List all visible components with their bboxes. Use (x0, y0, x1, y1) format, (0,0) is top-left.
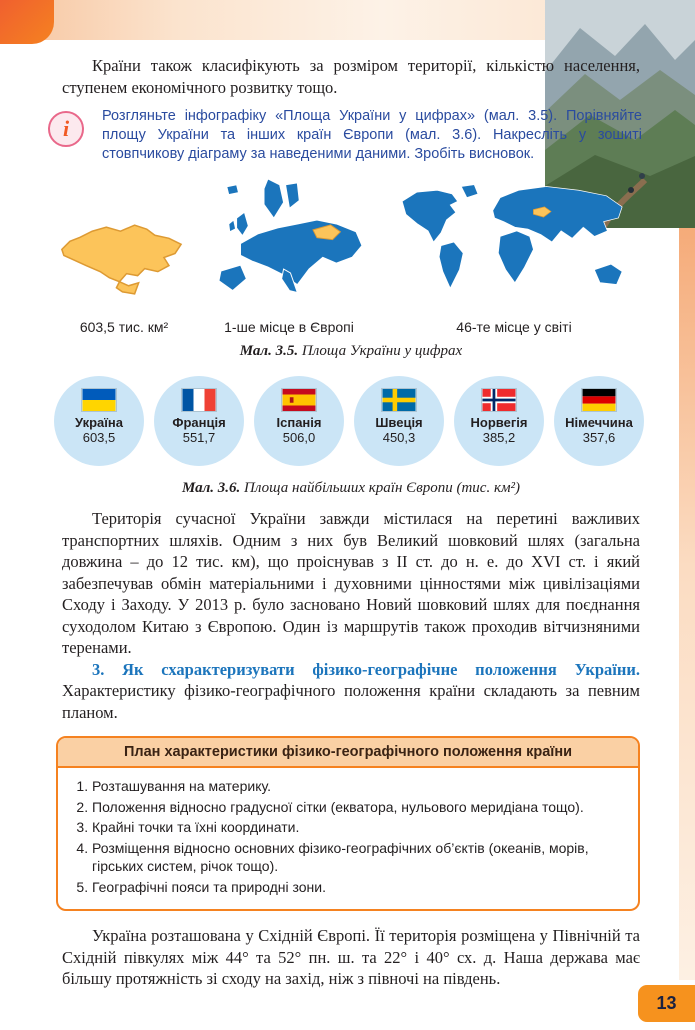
figure-3-5-caption (62, 343, 640, 360)
location-paragraph: Україна розташована у Східній Європі. Її територія розміщена у Північній та Східній півкулях між 44° та 52° пн. ш. та 22° і 40° сх. д. Наша держава має більшу протяжність зі сходу на захід, ніж з півночі на південь. (62, 926, 640, 988)
country-circle-spain (254, 376, 344, 466)
task-text: Розгляньте інфографіку «Площа України у цифрах» (мал. 3.5). Порівняйте площу України та інших країн Європи (мал. 3.6). Накресліть у зошиті стовпчикову діаграму за наведеними даними. Зробіть висновок. (102, 108, 642, 162)
plan-item: 4. Розміщення відносно основних фізико-географічних об’єктів (океанів, морів, гірських систем, річок тощо). (92, 839, 624, 876)
france-flag-icon (182, 389, 216, 411)
country-name: Франція (172, 415, 226, 430)
europe-map (206, 175, 370, 317)
germany-flag-icon (582, 389, 616, 411)
page-number: 13 (656, 993, 677, 1013)
plan-list (58, 768, 638, 909)
section-3-text: Характеристику фізико-географічного положення країни складають за певним планом. (62, 681, 640, 722)
plan-box-header: План характеристики фізико-географічного положення країни (58, 738, 638, 768)
country-area: 506,0 (282, 430, 316, 445)
country-name: Німеччина (565, 415, 633, 430)
country-area: 357,6 (582, 430, 616, 445)
figure-3-5-infographic (48, 175, 648, 337)
task-block (48, 107, 642, 164)
ukraine-area-caption: 603,5 тис. км² (79, 319, 169, 335)
ukraine-map (54, 211, 194, 307)
info-icon: i (48, 111, 84, 147)
page-number-badge (638, 985, 695, 1022)
section-3-paragraph (62, 659, 640, 724)
intro-paragraph: Країни також класифікують за розміром території, кількістю населення, ступенем економічного розвитку тощо. (62, 56, 640, 97)
country-area: 450,3 (382, 430, 416, 445)
ukraine-flag-icon (82, 389, 116, 411)
country-circle-france (154, 376, 244, 466)
country-area: 385,2 (482, 430, 516, 445)
country-circle-germany (554, 376, 644, 466)
section-3-heading: 3. Як схарактеризувати фізико-географічне положення України. (92, 659, 640, 679)
figure-3-6-caption (62, 480, 640, 497)
country-circle-sweden (354, 376, 444, 466)
country-circle-norway (454, 376, 544, 466)
figure-3-6-infographic (54, 376, 644, 466)
country-area: 603,5 (82, 430, 116, 445)
norway-flag-icon (482, 389, 516, 411)
sweden-flag-icon (382, 389, 416, 411)
plan-item: 3. Крайні точки та їхні координати. (92, 818, 624, 837)
silk-road-paragraph: Територія сучасної України завжди містилася на перетині важливих транспортних шляхів. Одним з них був Великий шовковий шлях (загальна довжина – до 12 тис. км), що проіснував з II ст. до н. е. до XVI ст. і який забезпечував обмін матеріальними і духовними цінностями між цивілізаціями Сходу і Заходу. У 2013 р. було засновано Новий шовковий шлях для поєднання суходолом Китаю з Європою. Один із маршрутів також проходив вітчизняними теренами. (62, 509, 640, 657)
country-name: Україна (74, 415, 123, 430)
figure-3-5-title: Площа України у цифрах (301, 343, 463, 359)
corner-ornament (0, 0, 54, 44)
figure-3-6-title: Площа найбільших країн Європи (тис. км²) (244, 480, 521, 496)
world-map (382, 181, 646, 315)
country-name: Норвегія (470, 415, 528, 430)
main-text-flow (62, 508, 640, 990)
spain-flag-icon (282, 389, 316, 411)
figure-3-6-label: Мал. 3.6. (181, 480, 241, 496)
country-circle-ukraine (54, 376, 144, 466)
country-area: 551,7 (182, 430, 216, 445)
figure-3-5-label: Мал. 3.5. (239, 343, 299, 359)
plan-item: 1. Розташування на материку. (92, 777, 624, 796)
plan-item: 5. Географічні пояси та природні зони. (92, 878, 624, 897)
world-rank-caption: 46-те місце у світі (456, 319, 572, 335)
country-name: Іспанія (276, 415, 322, 430)
plan-box (56, 736, 640, 911)
europe-rank-caption: 1-ше місце в Європі (224, 319, 354, 335)
side-decor-strip (679, 228, 695, 980)
plan-item: 2. Положення відносно градусної сітки (екватора, нульового меридіана тощо). (92, 798, 624, 817)
country-name: Швеція (375, 415, 423, 430)
